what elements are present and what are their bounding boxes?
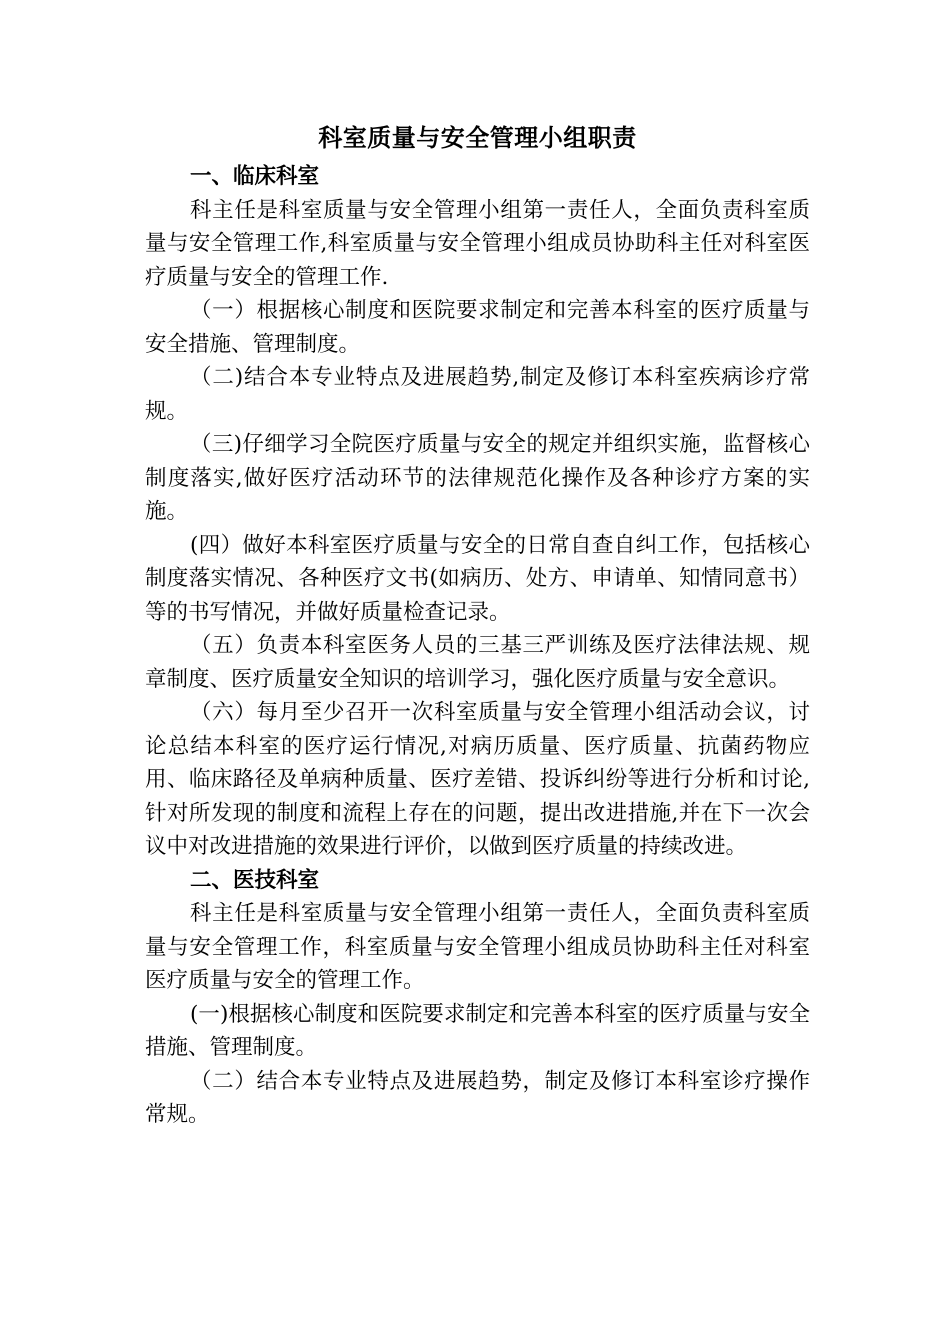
section-heading-clinical: 一、临床科室 (190, 164, 320, 189)
section-heading-medtech: 二、医技科室 (190, 867, 320, 893)
clinical-item-1: （一）根据核心制度和医院要求制定和完善本科室的医疗质量与安全措施、管理制度。 (145, 298, 810, 357)
clinical-item-2: （二)结合本专业特点及进展趋势,制定及修订本科室疾病诊疗常规。 (145, 365, 810, 424)
document-title: 科室质量与安全管理小组职责 (318, 123, 637, 152)
clinical-item-3: （三)仔细学习全院医疗质量与安全的规定并组织实施，监督核心制度落实,做好医疗活动环节的法律规范化操作及各种诊疗方案的实施。 (145, 432, 810, 524)
medtech-item-2: （二）结合本专业特点及进展趋势，制定及修订本科室诊疗操作常规。 (145, 1068, 810, 1127)
document-page (145, 118, 810, 1132)
medtech-item-1: (一)根据核心制度和医院要求制定和完善本科室的医疗质量与安全措施、管理制度。 (145, 1001, 810, 1060)
section-intro-clinical: 科主任是科室质量与安全管理小组第一责任人，全面负责科室质量与安全管理工作,科室质量与安全管理小组成员协助科主任对科室医疗质量与安全的管理工作. (145, 197, 810, 290)
section-intro-medtech: 科主任是科室质量与安全管理小组第一责任人，全面负责科室质量与安全管理工作，科室质量与安全管理小组成员协助科主任对科室医疗质量与安全的管理工作。 (145, 901, 810, 993)
clinical-item-6: （六）每月至少召开一次科室质量与安全管理小组活动会议，讨论总结本科室的医疗运行情况,对病历质量、医疗质量、抗菌药物应用、临床路径及单病种质量、医疗差错、投诉纠纷等进行分析和讨论,针对所发现的制度和流程上存在的问题，提出改进措施,并在下一次会议中对改进措施的效果进行评价，以做到医疗质量的持续改进。 (145, 700, 810, 859)
clinical-item-5: （五）负责本科室医务人员的三基三严训练及医疗法律法规、规章制度、医疗质量安全知识的培训学习，强化医疗质量与安全意识。 (145, 633, 810, 692)
clinical-item-4: (四）做好本科室医疗质量与安全的日常自查自纠工作，包括核心制度落实情况、各种医疗文书(如病历、处方、申请单、知情同意书）等的书写情况，并做好质量检查记录。 (145, 532, 810, 625)
